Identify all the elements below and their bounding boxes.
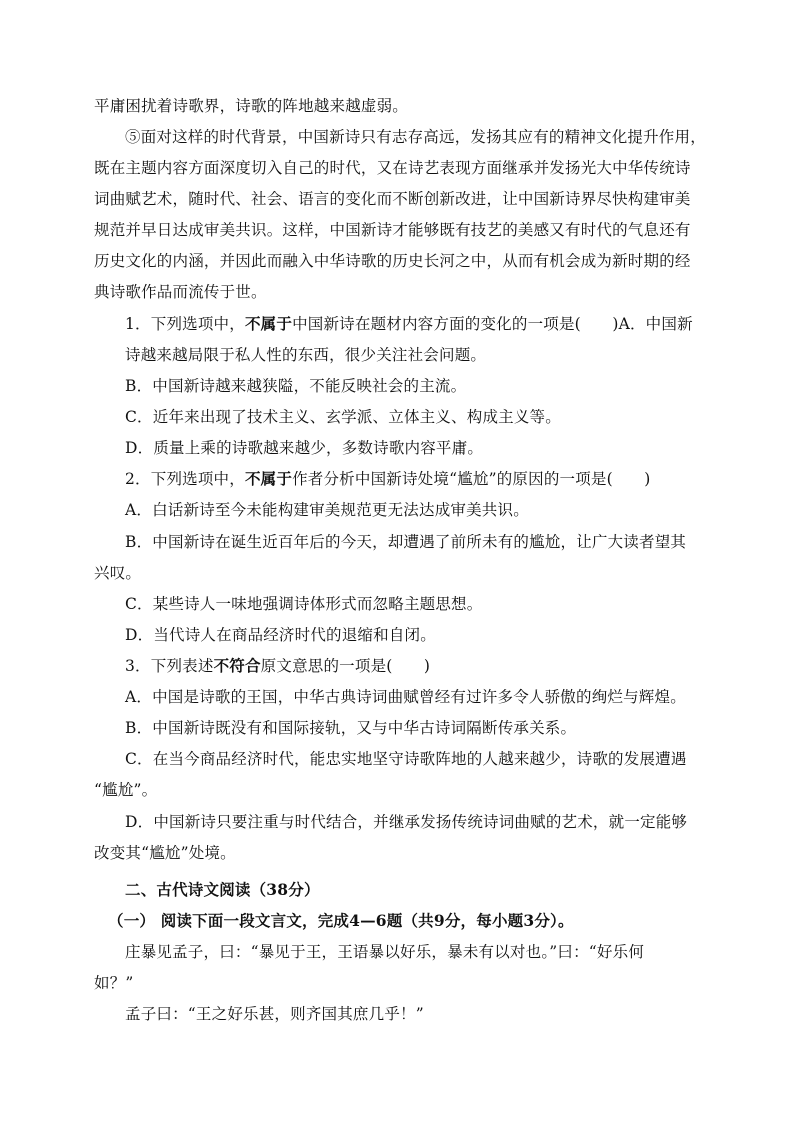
q1-option-c: C．近年来出现了技术主义、玄学派、立体主义、构成主义等。 xyxy=(125,408,561,426)
q3-option-b: B．中国新诗既没有和国际接轨，又与中华古诗词隔断传承关系。 xyxy=(125,719,577,737)
classical-line-3: 孟子曰：“王之好乐甚，则齐国其庶几乎！” xyxy=(125,1005,424,1023)
question-2 xyxy=(0,469,794,489)
q1-option-d: D．质量上乘的诗歌越来越少，多数诗歌内容平庸。 xyxy=(125,439,484,457)
q2-emphasis: 不属于 xyxy=(244,469,293,488)
q1-option-a-cont: 诗越来越局限于私人性的东西，很少关注社会问题。 xyxy=(125,346,487,364)
passage-line-1: 平庸困扰着诗歌界，诗歌的阵地越来越虚弱。 xyxy=(94,97,409,115)
q3-prefix: 3．下列表述 xyxy=(125,657,214,675)
q1-prefix: 1．下列选项中， xyxy=(125,315,245,333)
passage-line-7: 典诗歌作品而流传于世。 xyxy=(94,283,267,301)
classical-line-2: 如？” xyxy=(94,974,134,992)
q2-option-d: D．当代诗人在商品经济时代的退缩和自闭。 xyxy=(125,626,436,644)
subsection-1-heading: （一） 阅读下面一段文言文，完成4—6题（共9分，每小题3分）。 xyxy=(108,911,574,930)
passage-line-6: 历史文化的内涵，并因此而融入中华诗歌的历史长河之中，从而有机会成为新时期的经 xyxy=(94,252,691,270)
q3-option-a: A．中国是诗歌的王国，中华古典诗词曲赋曾经有过许多令人骄傲的绚烂与辉煌。 xyxy=(125,688,686,706)
q2-prefix: 2．下列选项中， xyxy=(125,470,245,488)
q2-option-b-cont: 兴叹。 xyxy=(94,564,142,582)
passage-line-4: 词曲赋艺术，随时代、社会、语言的变化而不断创新改进，让中国新诗界尽快构建审美 xyxy=(94,190,691,208)
q2-option-c: C．某些诗人一味地强调诗体形式而忽略主题思想。 xyxy=(125,595,483,613)
q3-option-d-cont: 改变其“尴尬”处境。 xyxy=(94,844,236,862)
q1-suffix: 中国新诗在题材内容方面的变化的一项是( )A．中国新 xyxy=(292,315,693,333)
question-3 xyxy=(0,656,794,676)
q3-option-c-cont: “尴尬”。 xyxy=(94,781,158,799)
passage-line-2: ⑤面对这样的时代背景，中国新诗只有志存高远，发扬其应有的精神文化提升作用， xyxy=(125,128,706,146)
q3-emphasis: 不符合 xyxy=(213,656,261,675)
q3-suffix: 原文意思的一项是( ) xyxy=(260,657,431,675)
question-1 xyxy=(0,314,794,334)
q3-option-d: D．中国新诗只要注重与时代结合，并继承发扬传统诗词曲赋的艺术，就一定能够 xyxy=(125,813,688,831)
q1-option-b: B．中国新诗越来越狭隘，不能反映社会的主流。 xyxy=(125,377,467,395)
q2-option-a: A．白话新诗至今未能构建审美规范更无法达成审美共识。 xyxy=(125,501,529,519)
q2-suffix: 作者分析中国新诗处境“尴尬”的原因的一项是( ) xyxy=(292,470,651,488)
q1-emphasis: 不属于 xyxy=(244,314,293,333)
classical-line-1: 庄暴见孟子，曰：“暴见于王，王语暴以好乐，暴未有以对也。”曰：“好乐何 xyxy=(125,943,645,961)
q3-option-c: C．在当今商品经济时代，能忠实地坚守诗歌阵地的人越来越少，诗歌的发展遭遇 xyxy=(125,750,687,768)
passage-line-3: 既在主题内容方面深度切入自己的时代，又在诗艺表现方面继承并发扬光大中华传统诗 xyxy=(94,159,691,177)
passage-line-5: 规范并早日达成审美共识。这样，中国新诗才能够既有技艺的美感又有时代的气息还有 xyxy=(94,221,691,239)
section-2-heading: 二、古代诗文阅读（38分） xyxy=(125,880,320,899)
q2-option-b: B．中国新诗在诞生近百年后的今天，却遭遇了前所未有的尴尬，让广大读者望其 xyxy=(125,533,687,551)
